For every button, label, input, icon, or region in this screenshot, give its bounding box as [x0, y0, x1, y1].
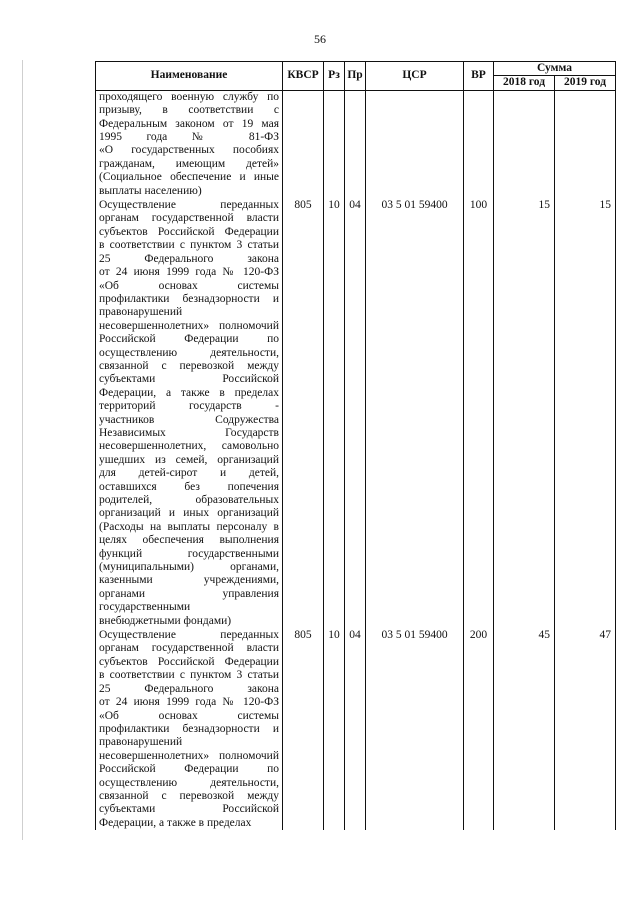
- row-name-line: гражданам, имеющим детей»: [99, 157, 279, 170]
- row-name-line: несовершеннолетних» полномочий: [99, 319, 279, 332]
- row-name-line: «Об основах системы: [99, 279, 279, 292]
- row-name-line: от 24 июня 1999 года № 120-ФЗ: [99, 266, 279, 279]
- row-name-line: несовершеннолетних» полномочий: [99, 749, 279, 762]
- row-name-line: территорий государств -: [99, 400, 279, 413]
- row-name-line: Федерации, а также в пределах: [99, 816, 252, 829]
- row-vr: 100: [464, 198, 494, 628]
- row-name-line: субъектами Российской: [99, 373, 279, 386]
- row-name-line: 25 Федерального закона: [99, 682, 279, 695]
- row-name-cell: [96, 198, 283, 628]
- row-name-line: субъектов Российской Федерации: [99, 655, 279, 668]
- row-name-line: органам государственной власти: [99, 642, 279, 655]
- row-name-line: Федерации, а также в пределах: [99, 386, 279, 399]
- row-name-line: связанной с перевозкой между: [99, 359, 279, 372]
- row-name-line: (Социальное обеспечение и иные: [99, 171, 279, 184]
- row-name-cell: [96, 628, 283, 830]
- row-name-line: субъектов Российской Федерации: [99, 225, 279, 238]
- row-name-line: Осуществление переданных: [99, 629, 279, 642]
- row-rz: 10: [324, 628, 345, 830]
- row-name-line: осуществлению деятельности,: [99, 346, 279, 359]
- row-name-line: в соответствии с пунктом 3 статьи: [99, 669, 279, 682]
- row-name-line: органами управления: [99, 587, 279, 600]
- row-sum-2019: 47: [555, 628, 616, 830]
- row-name-line: Осуществление переданных: [99, 199, 279, 212]
- row-name-line: «О государственных пособиях: [99, 144, 279, 157]
- row-name-line: субъектами Российской: [99, 803, 279, 816]
- row-name-line: осуществлению деятельности,: [99, 776, 279, 789]
- row-name-line: ушедших из семей, организаций: [99, 453, 279, 466]
- row-name-line: Российской Федерации по: [99, 333, 279, 346]
- header-kvsr: КВСР: [283, 62, 324, 91]
- row-rz: 10: [324, 198, 345, 628]
- scan-edge-mark: [22, 60, 23, 840]
- row-name-cell: [96, 90, 283, 198]
- row-pr: [345, 90, 366, 198]
- row-name-line: органам государственной власти: [99, 212, 279, 225]
- row-name-line: Российской Федерации по: [99, 763, 279, 776]
- row-name-line: (муниципальными) органами,: [99, 561, 279, 574]
- row-name-line: выплаты населению): [99, 184, 202, 197]
- row-csr: 03 5 01 59400: [366, 198, 464, 628]
- row-name-line: от 24 июня 1999 года № 120-ФЗ: [99, 696, 279, 709]
- row-sum-2019: [555, 90, 616, 198]
- row-name-line: Независимых Государств: [99, 426, 279, 439]
- row-name-line: целях обеспечения выполнения: [99, 534, 279, 547]
- row-name-line: казенными учреждениями,: [99, 574, 279, 587]
- row-name-line: в соответствии с пунктом 3 статьи: [99, 239, 279, 252]
- header-vr: ВР: [464, 62, 494, 91]
- table-row: [96, 198, 616, 628]
- row-name-line: правонарушений: [99, 736, 183, 749]
- row-pr: 04: [345, 628, 366, 830]
- header-pr: Пр: [345, 62, 366, 91]
- row-csr: 03 5 01 59400: [366, 628, 464, 830]
- row-name-line: профилактики безнадзорности и: [99, 722, 279, 735]
- row-name-line: функций государственными: [99, 547, 279, 560]
- row-name-line: проходящего военную службу по: [99, 90, 279, 103]
- row-name-line: внебюджетными фондами): [99, 614, 232, 627]
- header-csr: ЦСР: [366, 62, 464, 91]
- row-sum-2018: [494, 90, 555, 198]
- row-name-line: 1995 года № 81-ФЗ: [99, 131, 279, 144]
- row-kvsr: 805: [283, 628, 324, 830]
- table-row: [96, 90, 616, 198]
- row-name-line: несовершеннолетних, самовольно: [99, 440, 279, 453]
- table-row: [96, 628, 616, 830]
- row-name-line: государственными: [99, 601, 191, 614]
- row-name-line: (Расходы на выплаты персоналу в: [99, 520, 279, 533]
- row-name-line: правонарушений: [99, 306, 183, 319]
- row-rz: [324, 90, 345, 198]
- row-kvsr: 805: [283, 198, 324, 628]
- row-name-line: организаций и иных организаций: [99, 507, 279, 520]
- budget-table: [95, 61, 616, 830]
- row-name-line: «Об основах системы: [99, 709, 279, 722]
- row-sum-2018: 15: [494, 198, 555, 628]
- row-sum-2019: 15: [555, 198, 616, 628]
- header-rz: Рз: [324, 62, 345, 91]
- row-name-line: профилактики безнадзорности и: [99, 292, 279, 305]
- row-name-line: для детей-сирот и детей,: [99, 467, 279, 480]
- row-name-line: призыву, в соответствии с: [99, 104, 279, 117]
- header-sum: Сумма: [494, 62, 616, 76]
- row-pr: 04: [345, 198, 366, 628]
- row-name-line: связанной с перевозкой между: [99, 789, 279, 802]
- header-year-2019: 2019 год: [555, 76, 616, 90]
- row-vr: [464, 90, 494, 198]
- row-name-line: оставшихся без попечения: [99, 480, 279, 493]
- row-vr: 200: [464, 628, 494, 830]
- header-year-2018: 2018 год: [494, 76, 555, 90]
- row-sum-2018: 45: [494, 628, 555, 830]
- row-kvsr: [283, 90, 324, 198]
- row-name-line: участников Содружества: [99, 413, 279, 426]
- page-number: 56: [314, 32, 326, 46]
- row-name-line: 25 Федерального закона: [99, 252, 279, 265]
- row-name-line: Федеральным законом от 19 мая: [99, 117, 279, 130]
- header-name: Наименование: [96, 62, 283, 91]
- row-csr: [366, 90, 464, 198]
- row-name-line: родителей, образовательных: [99, 494, 279, 506]
